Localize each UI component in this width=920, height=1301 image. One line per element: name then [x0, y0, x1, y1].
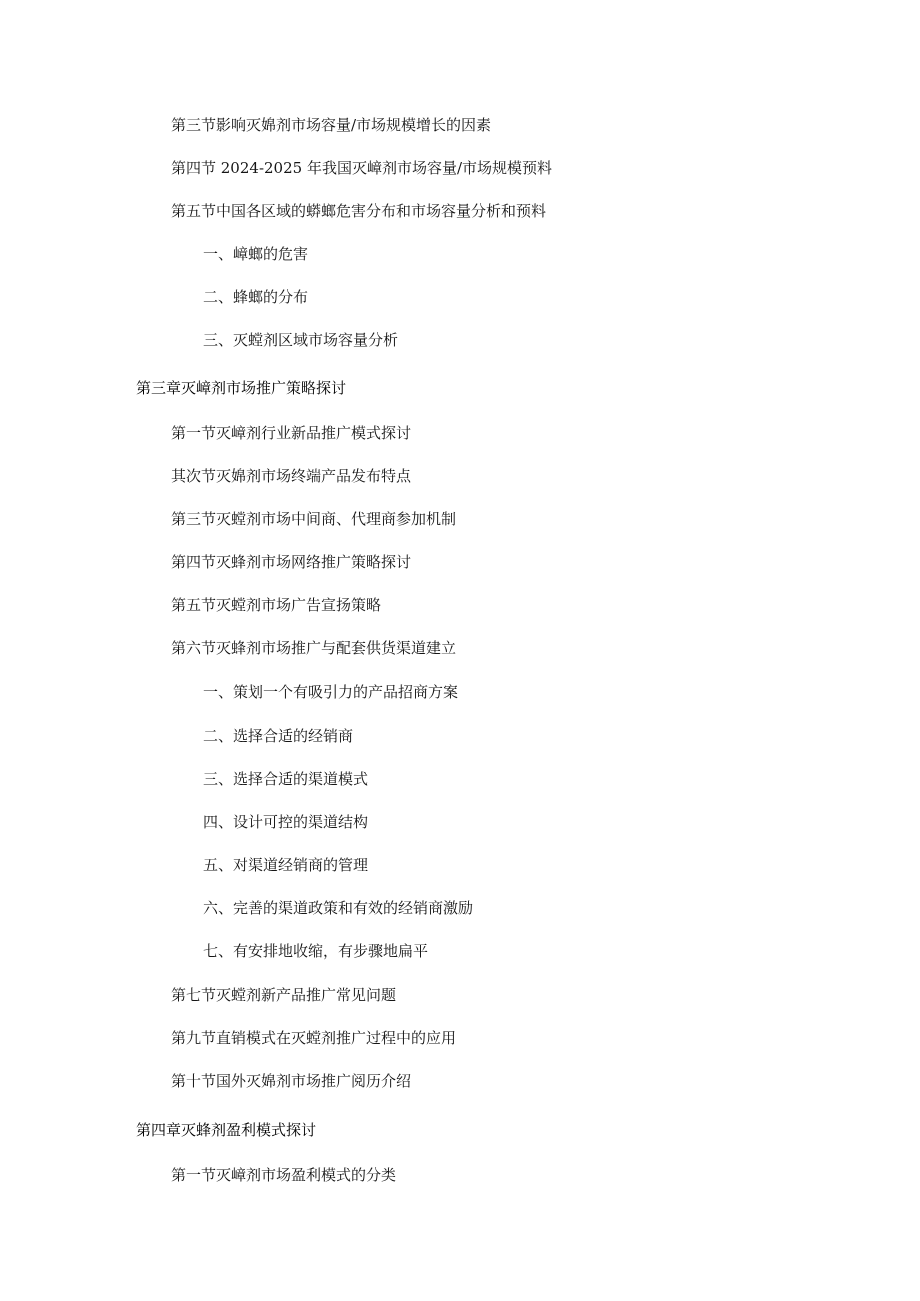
toc-section-line: 第六节灭蜂剂市场推广与配套供货渠道建立 [171, 639, 457, 657]
toc-item-line: 三、选择合适的渠道模式 [203, 770, 369, 788]
toc-section-line: 第一节灭嶂剂行业新品推广模式探讨 [171, 424, 412, 442]
toc-section-line: 第四节灭蜂剂市场网络推广策略探讨 [171, 553, 412, 571]
toc-section-line: 第九节直销模式在灭螳剂推广过程中的应用 [171, 1029, 457, 1047]
toc-chapter-heading: 第四章灭蜂剂盈利模式探讨 [136, 1121, 317, 1139]
toc-section-line: 第七节灭螳剂新产品推广常见问题 [171, 986, 397, 1004]
toc-section-line: 第三节灭螳剂市场中间商、代理商参加机制 [171, 510, 457, 528]
toc-item-line: 六、完善的渠道政策和有效的经销商激励 [203, 899, 474, 917]
toc-section-line: 第三节影响灭婂剂市场容量/市场规模增长的因素 [171, 116, 492, 134]
toc-item-line: 二、蜂螂的分布 [203, 288, 309, 306]
toc-section-line: 第十节国外灭婂剂市场推广阅历介绍 [171, 1072, 412, 1090]
toc-item-line: 四、设计可控的渠道结构 [203, 813, 369, 831]
toc-chapter-heading: 第三章灭嶂剂市场推广策略探讨 [136, 379, 347, 397]
toc-section-line: 第四节 2024-2025 年我国灭嶂剂市场容量/市场规模预料 [171, 159, 553, 177]
toc-item-line: 一、策划一个有吸引力的产品招商方案 [203, 683, 459, 701]
toc-item-line: 一、嶂螂的危害 [203, 245, 309, 263]
toc-section-line: 第五节中国各区域的蟒螂危害分布和市场容量分析和预料 [171, 202, 547, 220]
toc-item-line: 五、对渠道经销商的管理 [203, 856, 369, 874]
toc-item-line: 三、灭螳剂区域市场容量分析 [203, 331, 399, 349]
toc-section-line: 第五节灭螳剂市场广告宣扬策略 [171, 596, 382, 614]
toc-item-line: 二、选择合适的经销商 [203, 727, 354, 745]
toc-section-line: 第一节灭嶂剂市场盈利模式的分类 [171, 1166, 397, 1184]
toc-section-line: 其次节灭婂剂市场终端产品发布特点 [171, 467, 412, 485]
toc-item-line: 七、有安排地收缩，有步骤地扁平 [203, 942, 429, 960]
